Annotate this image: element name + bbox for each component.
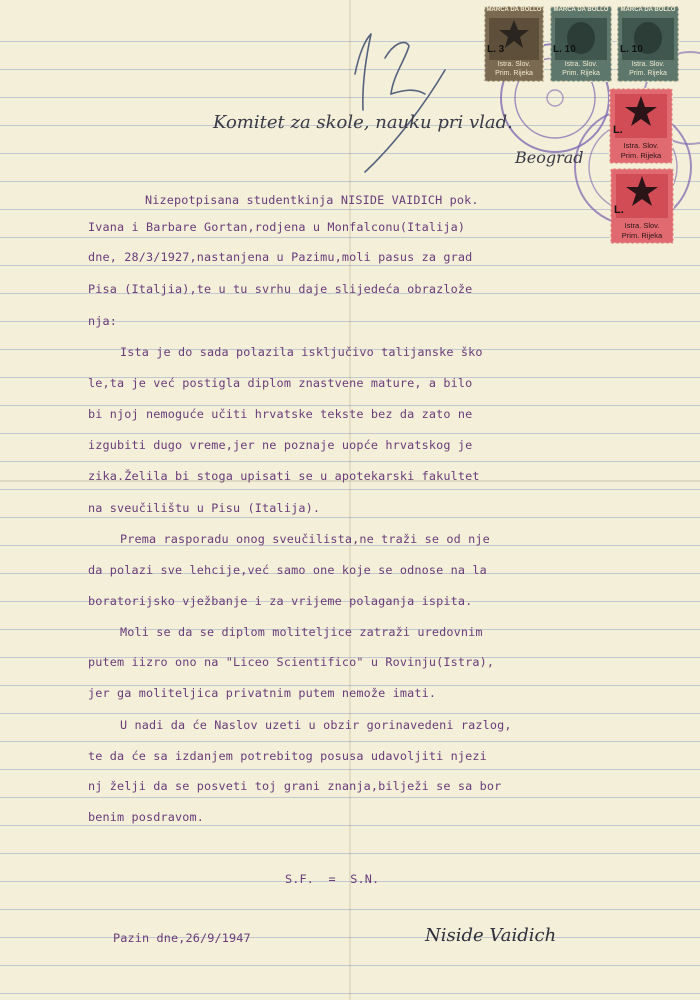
- body-line: le,ta je već postigla diplom znastvene mature, a bilo: [88, 376, 473, 390]
- revenue-stamp: [550, 6, 612, 82]
- body-line: Moli se da se diplom moliteljice zatraži uredovnim: [120, 625, 483, 639]
- stamp-value: L.: [614, 204, 624, 216]
- motto: S.F. = S.N.: [285, 872, 380, 886]
- body-line: bi njoj nemoguće učiti hrvatske tekste bez da zato ne: [88, 407, 473, 421]
- stamp-line1: Istra. Slov.: [624, 221, 660, 230]
- body-line: dne, 28/3/1927,nastanjena u Pazimu,moli pasus za grad: [88, 250, 473, 264]
- recipient-committee: Komitet za skole, nauku pri vlad.: [213, 112, 513, 133]
- body-line: Pisa (Italjia),te u tu svrhu daje slijedeća obrazlože: [88, 282, 473, 296]
- stamp-line1: Istra. Slov.: [497, 61, 531, 68]
- body-line: boratorijsko vježbanje i za vrijeme polaganja ispita.: [88, 594, 473, 608]
- body-line: Ivana i Barbare Gortan,rodjena u Monfalconu(Italija): [88, 220, 466, 234]
- body-line: izgubiti dugo vreme,jer ne poznaje uopće hrvatskog je: [88, 438, 473, 452]
- stamp-line2: Prim. Rijeka: [620, 151, 662, 160]
- stamp-line2: Prim. Rijeka: [629, 70, 667, 77]
- body-line: zika.Želila bi stoga upisati se u apotekarski fakultet: [88, 469, 480, 483]
- stamp-line1: Istra. Slov.: [564, 61, 598, 68]
- revenue-stamp: [484, 6, 544, 82]
- revenue-stamp: [610, 168, 674, 244]
- handwritten-mark: [335, 14, 455, 174]
- body-line: Prema rasporadu onog sveučilista,ne traži se od nje: [120, 532, 490, 546]
- body-line: nja:: [88, 314, 118, 328]
- stamp-value: L. 3: [487, 44, 505, 55]
- stamp-top-text: MARCA DA BOLLO: [620, 7, 676, 13]
- body-line: Ista je do sada polazila isključivo talijanske ško: [120, 345, 483, 359]
- stamp-line1: Istra. Slov.: [631, 61, 665, 68]
- body-line: nj želji da se posveti toj grani znanja,bilježi se sa bor: [88, 779, 502, 793]
- stamp-line2: Prim. Rijeka: [495, 70, 533, 77]
- body-line: benim posdravom.: [88, 810, 205, 824]
- body-line: jer ga moliteljica privatnim putem nemože imati.: [88, 686, 437, 700]
- stamp-line2: Prim. Rijeka: [562, 70, 600, 77]
- body-line: te da će sa izdanjem potrebitog posusa udavoljiti njezi: [88, 749, 487, 763]
- stamp-value: L.: [613, 124, 623, 136]
- place-date: Pazin dne,26/9/1947: [113, 931, 251, 945]
- revenue-stamp: [617, 6, 679, 82]
- body-line: Nizepotpisana studentkinja NISIDE VAIDICH pok.: [145, 193, 479, 207]
- stamp-value: L. 10: [620, 44, 643, 55]
- body-line: putem iizro ono na "Liceo Scientifico" u Rovinju(Istra),: [88, 655, 495, 669]
- stamp-value: L. 10: [553, 44, 576, 55]
- body-line: na sveučilištu u Pisu (Italija).: [88, 501, 321, 515]
- body-line: da polazi sve lehcije,već samo one koje se odnose na la: [88, 563, 487, 577]
- stamp-top-text: MARCA DA BOLLO: [553, 7, 609, 13]
- body-line: U nadi da će Naslov uzeti u obzir gorinavedeni razlog,: [120, 718, 512, 732]
- signature: Niside Vaidich: [425, 925, 557, 946]
- stamp-top-text: MARCA DA BOLLO: [486, 7, 542, 13]
- revenue-stamp: [609, 88, 673, 164]
- recipient-city: Beograd: [515, 148, 584, 167]
- stamp-line2: Prim. Rijeka: [621, 231, 663, 240]
- stamp-line1: Istra. Slov.: [623, 141, 659, 150]
